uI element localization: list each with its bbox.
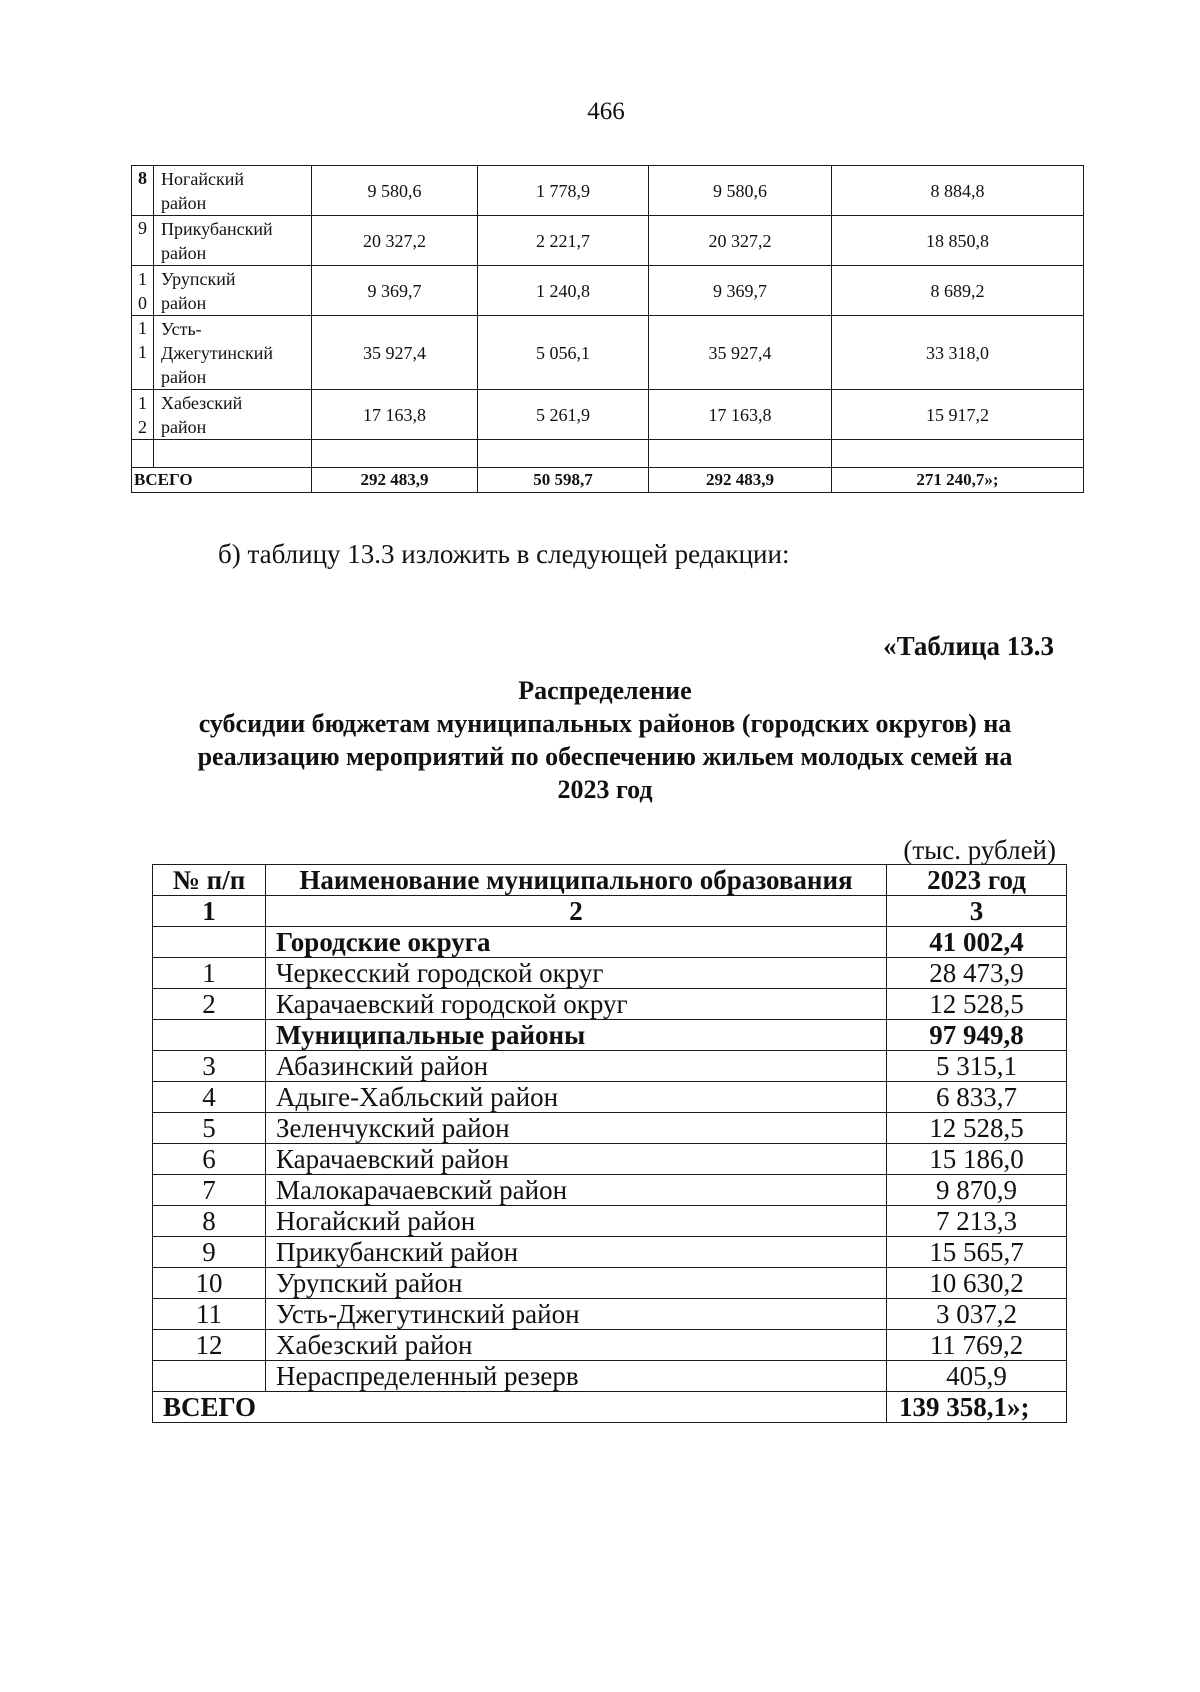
table-row [153, 1268, 1067, 1299]
heading-line: 2023 год [557, 775, 653, 804]
value-cell: 35 927,4 [649, 316, 832, 390]
row-number: 9 [153, 1237, 266, 1268]
value-cell: 8 884,8 [832, 166, 1084, 216]
row-value: 15 565,7 [887, 1237, 1067, 1268]
value-cell: 9 580,6 [649, 166, 832, 216]
index-cell: 1 [153, 896, 266, 927]
row-value: 3 037,2 [887, 1299, 1067, 1330]
table-row [153, 1144, 1067, 1175]
blank-row [132, 440, 1084, 468]
table-row [153, 1175, 1067, 1206]
table-row [153, 1113, 1067, 1144]
table-13-3 [152, 864, 1067, 1423]
district-name: Урупский район [154, 266, 312, 316]
heading-line: Распределение [518, 676, 692, 705]
value-cell: 1 778,9 [478, 166, 649, 216]
value-cell: 35 927,4 [312, 316, 478, 390]
row-value: 15 186,0 [887, 1144, 1067, 1175]
value-cell: 18 850,8 [832, 216, 1084, 266]
municipality-name: Усть-Джегутинский район [266, 1299, 887, 1330]
table-row [153, 1206, 1067, 1237]
total-value: 271 240,7»; [832, 468, 1084, 493]
value-cell: 15 917,2 [832, 390, 1084, 440]
group-name: Городские округа [266, 927, 887, 958]
heading-line: реализацию мероприятий по обеспечению жильем молодых семей на [197, 742, 1013, 771]
total-value: 139 358,1»; [887, 1392, 1067, 1423]
municipality-name: Урупский район [266, 1268, 887, 1299]
municipality-name: Черкесский городской округ [266, 958, 887, 989]
value-cell: 1 240,8 [478, 266, 649, 316]
group-value: 41 002,4 [887, 927, 1067, 958]
table-label: «Таблица 13.3 [883, 631, 1054, 661]
reserve-value: 405,9 [887, 1361, 1067, 1392]
row-value: 28 473,9 [887, 958, 1067, 989]
units-note: (тыс. рублей) [903, 835, 1056, 865]
row-number: 1 1 [132, 316, 154, 390]
district-name: Усть- Джегутинский район [154, 316, 312, 390]
reserve-name: Нераспределенный резерв [266, 1361, 887, 1392]
table-row [153, 989, 1067, 1020]
row-number: 5 [153, 1113, 266, 1144]
municipality-name: Абазинский район [266, 1051, 887, 1082]
value-cell: 20 327,2 [649, 216, 832, 266]
header-row [153, 865, 1067, 896]
row-number: 3 [153, 1051, 266, 1082]
row-number: 8 [153, 1206, 266, 1237]
row-number: 1 0 [132, 266, 154, 316]
table-heading [140, 674, 1070, 806]
total-label: ВСЕГО [132, 468, 312, 493]
value-cell: 33 318,0 [832, 316, 1084, 390]
row-number: 1 2 [132, 390, 154, 440]
value-cell: 5 261,9 [478, 390, 649, 440]
total-row [153, 1392, 1067, 1423]
value-cell: 9 369,7 [312, 266, 478, 316]
previous-table-continuation [131, 165, 1084, 493]
row-number: 1 [153, 958, 266, 989]
total-value: 292 483,9 [649, 468, 832, 493]
municipality-name: Малокарачаевский район [266, 1175, 887, 1206]
row-value: 12 528,5 [887, 1113, 1067, 1144]
table-row [132, 316, 1084, 390]
total-value: 292 483,9 [312, 468, 478, 493]
row-number: 6 [153, 1144, 266, 1175]
table-row [153, 1330, 1067, 1361]
table-row [132, 166, 1084, 216]
row-value: 7 213,3 [887, 1206, 1067, 1237]
table-row [132, 266, 1084, 316]
row-value: 5 315,1 [887, 1051, 1067, 1082]
row-number: 2 [153, 989, 266, 1020]
municipality-name: Хабезский район [266, 1330, 887, 1361]
table-row [132, 216, 1084, 266]
municipality-name: Карачаевский район [266, 1144, 887, 1175]
heading-line: субсидии бюджетам муниципальных районов (городских округов) на [198, 709, 1012, 738]
group-row-urban [153, 927, 1067, 958]
total-value: 50 598,7 [478, 468, 649, 493]
page-number: 466 [587, 98, 625, 125]
row-value: 9 870,9 [887, 1175, 1067, 1206]
table-row [153, 1051, 1067, 1082]
row-value: 10 630,2 [887, 1268, 1067, 1299]
row-value: 12 528,5 [887, 989, 1067, 1020]
instruction-paragraph: б) таблицу 13.3 изложить в следующей редакции: [218, 539, 790, 569]
row-number: 9 [132, 216, 154, 266]
municipality-name: Прикубанский район [266, 1237, 887, 1268]
value-cell: 2 221,7 [478, 216, 649, 266]
header-year: 2023 год [887, 865, 1067, 896]
value-cell: 5 056,1 [478, 316, 649, 390]
table-row [153, 1082, 1067, 1113]
municipality-name: Карачаевский городской округ [266, 989, 887, 1020]
district-name: Хабезский район [154, 390, 312, 440]
row-value: 6 833,7 [887, 1082, 1067, 1113]
total-label: ВСЕГО [153, 1392, 887, 1423]
municipality-name: Зеленчукский район [266, 1113, 887, 1144]
group-value: 97 949,8 [887, 1020, 1067, 1051]
row-number: 4 [153, 1082, 266, 1113]
value-cell: 17 163,8 [649, 390, 832, 440]
district-name: Ногайский район [154, 166, 312, 216]
table-row [132, 390, 1084, 440]
row-number: 8 [132, 166, 154, 216]
group-row-districts [153, 1020, 1067, 1051]
row-number: 10 [153, 1268, 266, 1299]
index-row [153, 896, 1067, 927]
district-name: Прикубанский район [154, 216, 312, 266]
reserve-row [153, 1361, 1067, 1392]
header-name: Наименование муниципального образования [266, 865, 887, 896]
value-cell: 8 689,2 [832, 266, 1084, 316]
group-name: Муниципальные районы [266, 1020, 887, 1051]
value-cell: 9 369,7 [649, 266, 832, 316]
row-number: 7 [153, 1175, 266, 1206]
index-cell: 2 [266, 896, 887, 927]
header-num: № п/п [153, 865, 266, 896]
municipality-name: Ногайский район [266, 1206, 887, 1237]
row-number: 11 [153, 1299, 266, 1330]
row-value: 11 769,2 [887, 1330, 1067, 1361]
value-cell: 9 580,6 [312, 166, 478, 216]
municipality-name: Адыге-Хабльский район [266, 1082, 887, 1113]
table-row [153, 958, 1067, 989]
index-cell: 3 [887, 896, 1067, 927]
value-cell: 17 163,8 [312, 390, 478, 440]
total-row [132, 468, 1084, 493]
table-row [153, 1237, 1067, 1268]
value-cell: 20 327,2 [312, 216, 478, 266]
table-row [153, 1299, 1067, 1330]
row-number: 12 [153, 1330, 266, 1361]
